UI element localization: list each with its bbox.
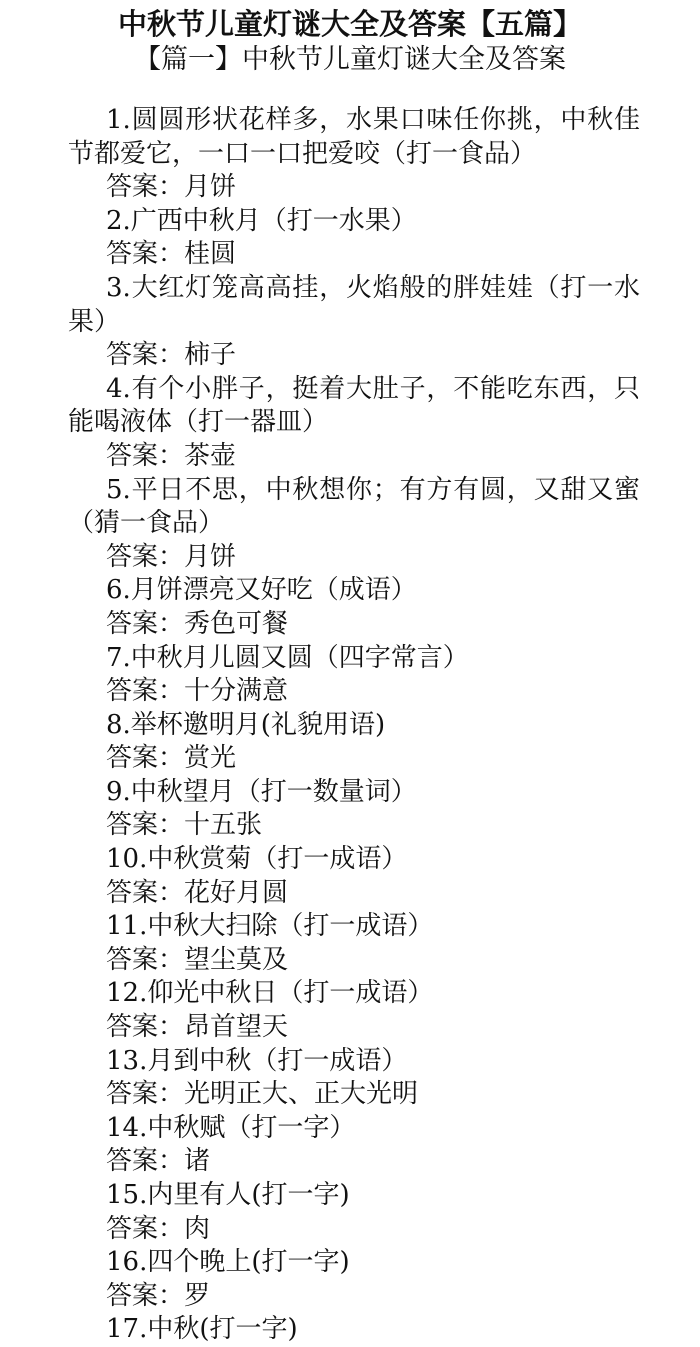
riddle-question: 1.圆圆形状花样多，水果口味任你挑，中秋佳节都爱它，一口一口把爱咬（打一食品） — [68, 105, 640, 169]
riddle-answer: 答案：诸 — [106, 1146, 211, 1177]
riddle-question: 6.月饼漂亮又好吃（成语） — [106, 575, 417, 606]
riddle-question: 13.月到中秋（打一成语） — [106, 1045, 408, 1076]
riddle-question: 16.四个晚上(打一字) — [106, 1247, 350, 1278]
document-title: 中秋节儿童灯谜大全及答案【五篇】 — [117, 7, 582, 41]
riddle-answer: 答案：罗 — [106, 1280, 211, 1311]
riddle-answer: 答案：肉 — [106, 1213, 211, 1244]
riddle-question: 12.仰光中秋日（打一成语） — [106, 978, 434, 1009]
riddle-answer: 答案：赏光 — [106, 743, 237, 774]
riddle-answer: 答案：月饼 — [106, 541, 237, 572]
riddle-list — [68, 104, 640, 1347]
riddle-question: 10.中秋赏菊（打一成语） — [106, 844, 408, 875]
riddle-answer: 答案：十分满意 — [106, 676, 289, 707]
riddle-answer: 答案：花好月圆 — [106, 877, 289, 908]
riddle-answer: 答案：望尘莫及 — [106, 944, 289, 975]
riddle-question: 3.大红灯笼高高挂，火焰般的胖娃娃（打一水果） — [68, 272, 640, 337]
riddle-answer: 答案：茶壶 — [106, 440, 237, 471]
riddle-question: 4.有个小胖子，挺着大肚子，不能吃东西，只能喝液体（打一器皿） — [68, 373, 640, 438]
riddle-question: 17.中秋(打一字) — [106, 1314, 298, 1345]
riddle-question: 7.中秋月儿圆又圆（四字常言） — [106, 642, 469, 673]
riddle-question: 9.中秋望月（打一数量词） — [106, 776, 417, 807]
section-heading: 【篇一】中秋节儿童灯谜大全及答案 — [134, 44, 566, 75]
riddle-answer: 答案：昂首望天 — [106, 1012, 289, 1043]
riddle-question: 5.平日不思，中秋想你；有方有圆，又甜又蜜（猜一食品） — [68, 474, 640, 539]
riddle-question: 8.举杯邀明月(礼貌用语) — [106, 709, 386, 740]
riddle-question: 15.内里有人(打一字) — [106, 1180, 350, 1210]
riddle-question: 2.广西中秋月（打一水果） — [106, 205, 417, 236]
riddle-question: 14.中秋赋（打一字） — [106, 1112, 356, 1143]
riddle-answer: 答案：光明正大、正大光明 — [106, 1079, 419, 1110]
riddle-answer: 答案：桂圆 — [106, 239, 237, 270]
riddle-answer: 答案：柿子 — [106, 340, 237, 371]
riddle-answer: 答案：秀色可餐 — [106, 608, 289, 639]
riddle-answer: 答案：月饼 — [106, 172, 237, 203]
riddle-question: 11.中秋大扫除（打一成语） — [106, 911, 434, 942]
riddle-answer: 答案：十五张 — [106, 810, 263, 841]
